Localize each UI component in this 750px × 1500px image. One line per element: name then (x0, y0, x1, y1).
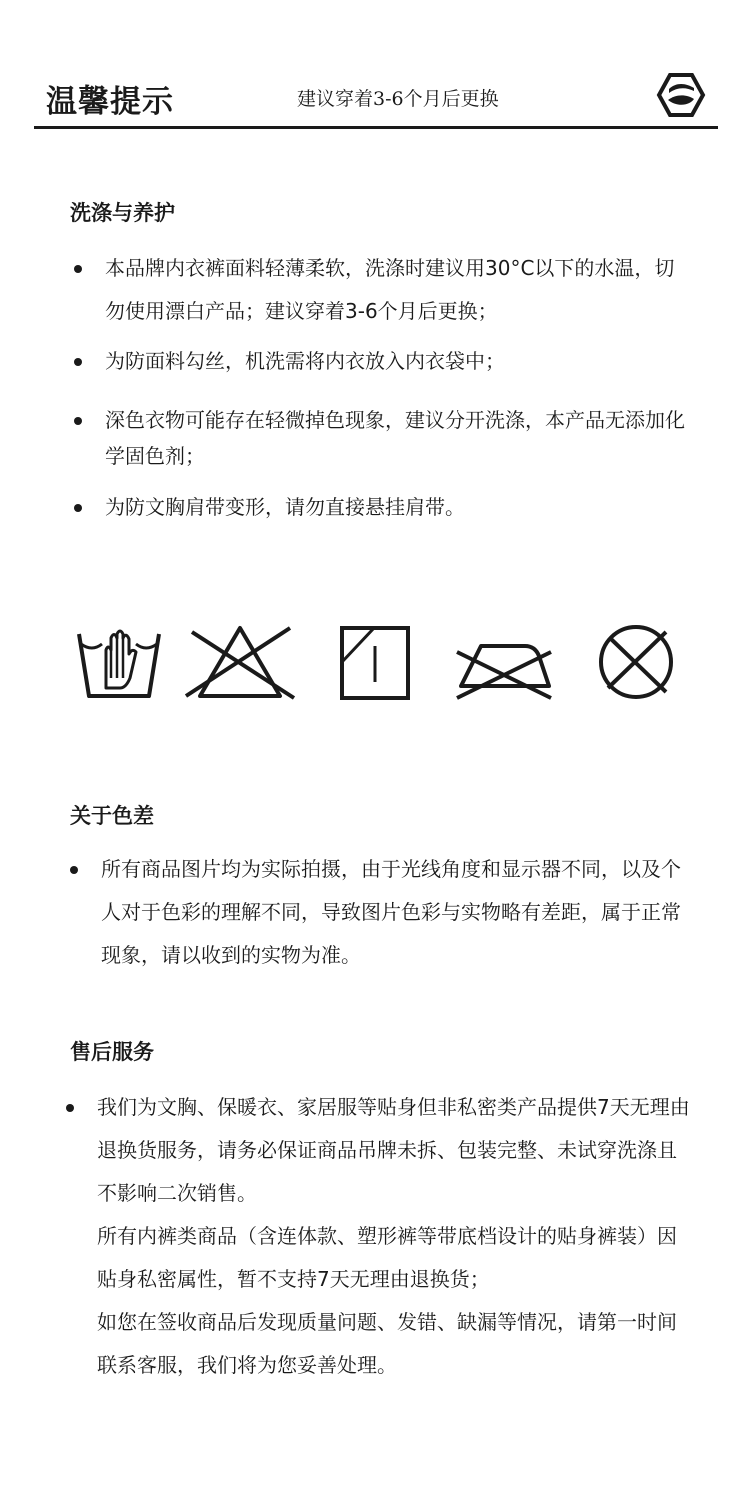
bullet (74, 504, 82, 512)
no-tumble-dry-icon (592, 622, 682, 702)
care-symbols (70, 622, 690, 712)
header (34, 64, 718, 129)
bullet (74, 358, 82, 366)
header-subtitle: 建议穿着3-6个月后更换 (297, 88, 499, 110)
line-dry-icon (338, 622, 412, 702)
no-bleach-icon (184, 622, 296, 702)
after-sales-item: 我们为文胸、保暖衣、家居服等贴身但非私密类产品提供7天无理由退换货服务，请务必保证商品吊牌未拆、包装完整、未试穿洗涤且不影响二次销售。 所有内裤类商品（含连体款、塑形裤等带底档设计的贴身裤装）因贴身私密属性，暂不支持7天无理由退换货； 如您在签收商品后发现质量问题、发错、缺漏等情况，请第一时间联系客服，我们将为您妥善处理。 (66, 1086, 696, 1387)
color-diff-section-title: 关于色差 (70, 803, 154, 828)
color-diff-item: 所有商品图片均为实际拍摄，由于光线角度和显示器不同，以及个人对于色彩的理解不同，导致图片色彩与实物略有差距，属于正常现象，请以收到的实物为准。 (70, 848, 696, 977)
care-section-title: 洗涤与养护 (70, 200, 175, 225)
bullet (74, 417, 82, 425)
after-sales-section-title: 售后服务 (70, 1039, 154, 1064)
care-item: 深色衣物可能存在轻微掉色现象，建议分开洗涤，本产品无添加化学固色剂； (74, 402, 694, 474)
care-item: 为防文胸肩带变形，请勿直接悬挂肩带。 (74, 486, 694, 529)
care-item: 本品牌内衣裤面料轻薄柔软，洗涤时建议用30°C以下的水温，切勿使用漂白产品；建议穿着3-6个月后更换； (74, 247, 694, 333)
bullet (66, 1104, 74, 1112)
bullet (70, 866, 78, 874)
care-item: 为防面料勾丝，机洗需将内衣放入内衣袋中； (74, 340, 694, 383)
no-iron-icon (453, 622, 553, 702)
bullet (74, 265, 82, 273)
page-title: 温馨提示 (46, 84, 174, 120)
brand-logo-icon (656, 72, 706, 118)
hand-wash-icon (74, 622, 164, 702)
